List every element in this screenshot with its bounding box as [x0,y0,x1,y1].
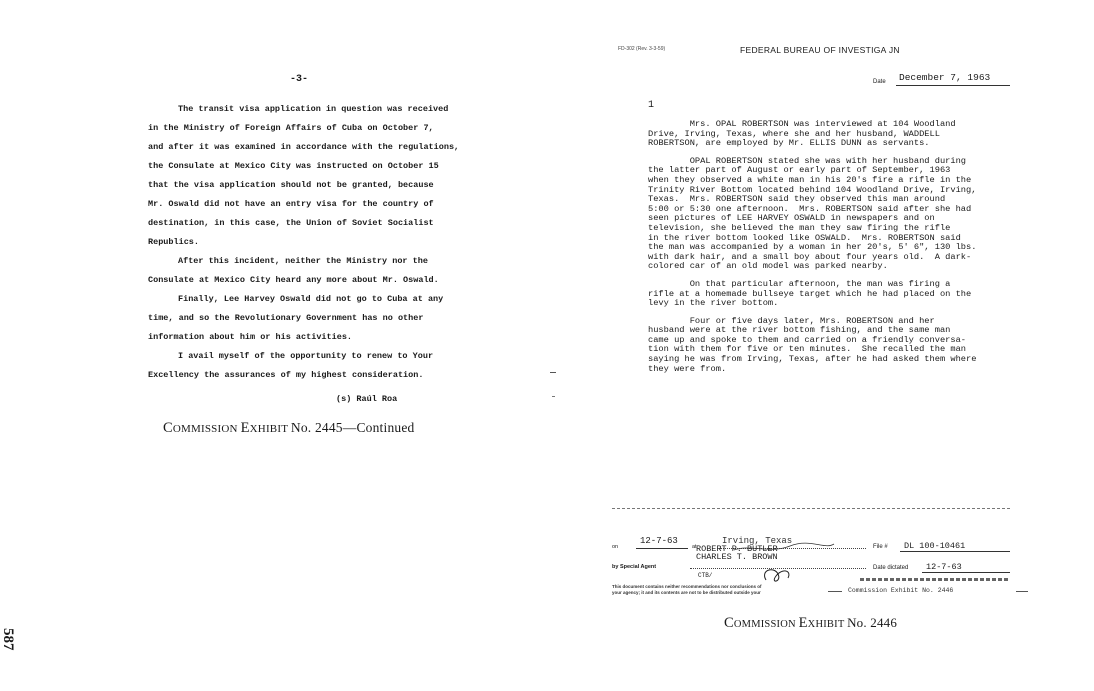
fbi-header: FEDERAL BUREAU OF INVESTIGA JN [740,45,900,55]
at-label: at [692,544,697,550]
caption-number: No. 2446 [847,615,898,630]
report-paragraph [648,157,1008,272]
form-disclaimer [612,584,762,595]
caption-initial-e: E [798,615,808,631]
caption-initial-c: C [724,615,734,631]
letter-line: Mr. Oswald did not have an entry visa for the country of [148,199,434,209]
handwritten-scrawl-icon [730,540,840,586]
letter-line: The transit visa application in question was received [178,104,449,114]
form-separator [612,508,1010,509]
report-line: colored car of an old model was parked nearby. [648,261,888,272]
right-page-marker: 1 [648,100,655,111]
agent-name-2: CHARLES T. BROWN [696,552,778,562]
report-line: husband were at the river bottom fishing, and the same man [648,325,951,336]
date-underline [896,85,1010,86]
letter-paragraph [148,290,488,347]
report-line: Mrs. OPAL ROBERTSON was interviewed at 104 Woodland [648,119,956,129]
report-line: with dark hair, and a small boy about four years old. A dark- [648,251,972,262]
form-code: FD-302 (Rev. 3-3-59) [618,46,666,52]
report-line: rifle at a homemade bullseye target which he had placed on the [648,288,972,299]
disclaimer-line-1: This document contains neither recommendations nor conclusions of [612,584,762,589]
margin-mark [550,372,556,373]
margin-mark [552,396,555,397]
letter-paragraph [148,347,488,385]
report-line: the latter part of August or early part of September, 1963 [648,165,951,176]
footer-rule [860,578,1010,581]
report-line: levy in the river bottom. [648,298,779,309]
dictated-date: 12-7-63 [926,562,962,572]
report-line: they were from. [648,363,727,374]
typist-initials: CTB/ [698,572,713,579]
report-paragraph [648,120,1008,149]
letter-line: that the visa application should not be granted, because [148,180,434,190]
caption-number: No. 2445—Continued [290,420,415,435]
dictated-label: Date dictated [873,565,909,571]
report-line: ROBERTSON, are employed by Mr. ELLIS DUNN as servants. [648,138,930,149]
letter-line: time, and so the Revolutionary Government has no other [148,313,424,323]
caption-smallcaps-2: XHIBIT [807,619,848,630]
letter-line: in the Ministry of Foreign Affairs of Cuba on October 7, [148,123,434,133]
left-page-marker: -3- [290,74,309,85]
on-label: on [612,544,619,550]
report-line: saying he was from Irving, Texas, after he had asked them where [648,354,977,365]
letter-line: Consulate at Mexico City heard any more about Mr. Oswald. [148,275,439,285]
footer-dash [828,591,842,592]
date-value: December 7, 1963 [899,72,991,83]
letter-paragraph [148,100,488,252]
report-line: 5:00 or 5:30 one afternoon. Mrs. ROBERTSON said after she had [648,203,972,214]
caption-initial-c: C [163,420,173,436]
report-line: Drive, Irving, Texas, where she and her husband, WADDELL [648,128,940,139]
letter-paragraph [148,252,488,290]
report-line: came up and spoke to them and carried on a friendly conversa- [648,334,967,345]
stamped-exhibit-ref: Commission Exhibit No. 2446 [848,587,954,594]
file-underline [900,551,1010,552]
letter-line: information about him or his activities. [148,332,353,342]
report-line: tion with them for five or ten minutes. She recalled the man [648,344,967,355]
caption-initial-e: E [240,420,250,436]
letter-line: I avail myself of the opportunity to renew to Your [178,351,434,361]
report-line: seen pictures of LEE HARVEY OSWALD in newspapers and on [648,213,935,224]
interview-place: Irving, Texas [722,536,793,546]
report-line: Four or five days later, Mrs. ROBERTSON and her [648,315,935,326]
letter-line: the Consulate at Mexico City was instructed on October 15 [148,161,439,171]
report-paragraph [648,317,1008,375]
left-exhibit-caption [163,420,415,437]
agent-label: by Special Agent [612,564,657,570]
on-underline [636,548,688,549]
interview-report-body [648,120,1008,382]
letter-line: Republics. [148,237,200,247]
letter-line: Excellency the assurances of my highest consideration. [148,370,424,380]
agent-name-1: ROBERT P. BUTLER [696,544,778,554]
letter-line: and after it was examined in accordance with the regulations, [148,142,460,152]
report-line: when they observed a white man in his 20's fire a rifle in the [648,174,972,185]
caption-smallcaps-1: OMMISSION [172,423,241,435]
report-paragraph [648,280,1008,309]
left-letter-body [148,100,488,385]
date-label: Date [873,79,886,85]
interview-date: 12-7-63 [640,536,678,546]
file-number: DL 100-10461 [904,541,966,551]
letter-line: After this incident, neither the Ministry nor the [178,256,428,266]
report-line: television, she believed the man they saw firing the rifle [648,222,951,233]
caption-smallcaps-2: XHIBIT [249,423,291,435]
report-line: Trinity River Bottom located behind 104 Woodland Drive, Irving, [648,184,977,195]
caption-smallcaps-1: OMMISSION [733,619,799,630]
right-exhibit-caption [724,615,897,632]
letter-line: destination, in this case, the Union of Soviet Socialist [148,218,434,228]
dictated-underline [922,572,1010,573]
report-line: On that particular afternoon, the man was firing a [648,278,951,289]
report-line: Texas. Mrs. ROBERTSON said they observed this man around [648,194,946,205]
volume-page-number: 587 [0,628,16,651]
disclaimer-line-2: your agency; it and its contents are not to be distributed outside your [612,589,761,595]
signature-line: (s) Raúl Roa [336,394,398,404]
letter-line: Finally, Lee Harvey Oswald did not go to Cuba at any [178,294,444,304]
footer-dash [1016,591,1028,592]
report-line: OPAL ROBERTSON stated she was with her husband during [648,155,967,166]
report-line: the man was accompanied by a woman in her 20's, 5' 6", 130 lbs. [648,242,977,253]
file-label: File # [873,544,888,550]
report-line: in the river bottom looked like OSWALD. Mrs. ROBERTSON said [648,232,961,243]
